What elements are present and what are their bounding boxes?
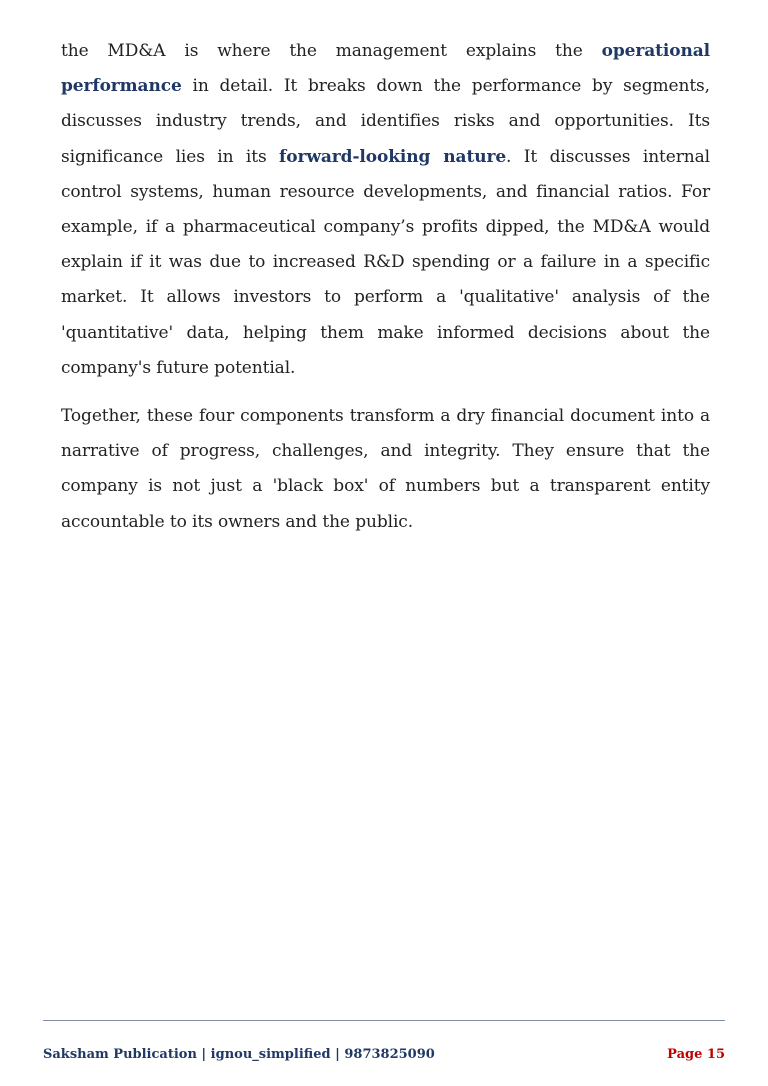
paragraph-1-text-1: the MD&A is where the management explains the bbox=[61, 41, 602, 61]
page-number: Page 15 bbox=[667, 1047, 725, 1062]
footer-publisher: Saksham Publication | ignou_simplified | 9873825090 bbox=[43, 1047, 435, 1062]
highlight-operational-performance: operational performance bbox=[61, 41, 710, 97]
paragraph-1-text-3: . It discusses internal control systems, human resource developments, and financial ratios. For example, if a pharmaceutical company’s profits dipped, the MD&A would explain if it was due to increased R&D spending or a failure in a specific market. It allows investors to perform a 'qualitative' analysis of the 'quantitative' data, helping them make informed decisions about the company's future potential. bbox=[61, 146, 710, 378]
paragraph-1-text-2: in detail. It breaks down the performance by segments, discusses industry trends, and identifies risks and opportunities. Its significance lies in its bbox=[61, 76, 710, 167]
page-content bbox=[61, 34, 710, 540]
body-paragraph-2: Together, these four components transform a dry financial document into a narrative of progress, challenges, and integrity. They ensure that the company is not just a 'black box' of numbers but a transparent entity accountable to its owners and the public. bbox=[61, 406, 710, 532]
highlight-forward-looking-nature: forward-looking nature bbox=[279, 146, 507, 167]
footer-divider bbox=[43, 1020, 725, 1021]
body-paragraph-1 bbox=[61, 34, 710, 386]
